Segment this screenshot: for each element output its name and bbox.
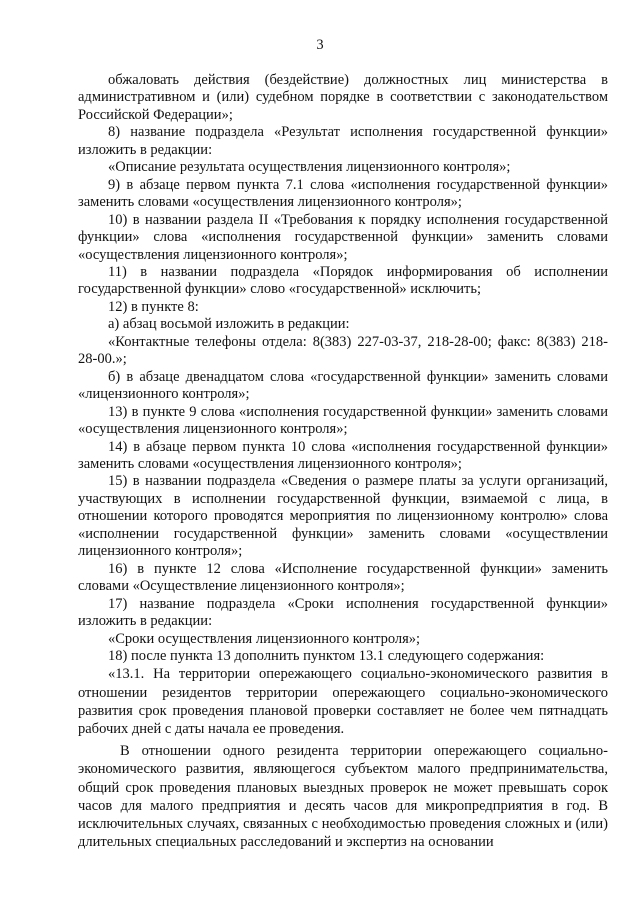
paragraph-item-17-text: «Сроки осуществления лицензионного контроля»; (108, 630, 421, 647)
paragraph-item-13-1: «13.1. На территории опережающего социально-экономического развития в отношении резидентов территории опережающего социально-экономического развития срок проведения плановой проверки составляет не более чем пятнадцать рабочих дней с даты начала ее проведения. (78, 666, 608, 738)
document-body (78, 72, 608, 851)
paragraph-item-17: 17) название подраздела «Сроки исполнения государственной функции» изложить в редакции: (78, 595, 608, 630)
paragraph-item-12-a-text: «Контактные телефоны отдела: 8(383) 227-03-37, 218-28-00; факс: 8(383) 218-28-00.»; (78, 333, 608, 368)
paragraph-item-11: 11) в названии подраздела «Порядок информирования об исполнении государственной функции» слово «государственной» исключить; (78, 263, 608, 298)
paragraph-item-14: 14) в абзаце первом пункта 10 слова «исполнения государственной функции» заменить словами «осуществления лицензионного контроля»; (78, 438, 608, 472)
paragraph-item-8-text: «Описание результата осуществления лицензионного контроля»; (108, 159, 511, 176)
paragraph-item-12-b: б) в абзаце двенадцатом слова «государственной функции» заменить словами «лицензионного контроля»; (78, 368, 608, 403)
page-number: 3 (316, 37, 324, 53)
paragraph-item-16: 16) в пункте 12 слова «Исполнение государственной функции» заменить словами «Осуществление лицензионного контроля»; (78, 560, 608, 595)
paragraph-item-12: 12) в пункте 8: (108, 298, 199, 315)
paragraph-item-12-a: а) абзац восьмой изложить в редакции: (108, 316, 350, 333)
paragraph-item-18: 18) после пункта 13 дополнить пунктом 13.1 следующего содержания: (108, 647, 545, 664)
paragraph-item-9: 9) в абзаце первом пункта 7.1 слова «исполнения государственной функции» заменить словами «осуществления лицензионного контроля»; (78, 176, 608, 211)
paragraph-item-8: 8) название подраздела «Результат исполнения государственной функции» изложить в редакции: (78, 124, 608, 158)
paragraph-item-15: 15) в названии подраздела «Сведения о размере платы за услуги организаций, участвующих в исполнении государственной функции, взимаемой с лица, в отношении которого проводятся мероприятия по лицензионному контролю» слова «исполнении государственной функции» заменить словами «осуществлении лицензионного контроля»; (78, 473, 608, 560)
paragraph-appeal-clause: обжаловать действия (бездействие) должностных лиц министерства в административном и (или) судебном порядке в соответствии с законодательством Российской Федерации»; (78, 72, 608, 123)
paragraph-item-13: 13) в пункте 9 слова «исполнения государственной функции» заменить словами «осуществления лицензионного контроля»; (78, 403, 608, 438)
paragraph-item-10: 10) в названии раздела II «Требования к порядку исполнения государственной функции» слова «исполнения государственной функции» заменить словами «осуществления лицензионного контроля»; (78, 211, 608, 263)
paragraph-small-business-limit: В отношении одного резидента территории опережающего социально-экономического развития, являющегося субъектом малого предпринимательства, общий срок проведения плановых выездных проверок не может превышать сорок часов для малого предприятия и десять часов для микропредприятия в год. В исключительных случаях, связанных с необходимостью проведения сложных и (или) длительных специальных расследований и экспертиз на основании (78, 743, 608, 851)
